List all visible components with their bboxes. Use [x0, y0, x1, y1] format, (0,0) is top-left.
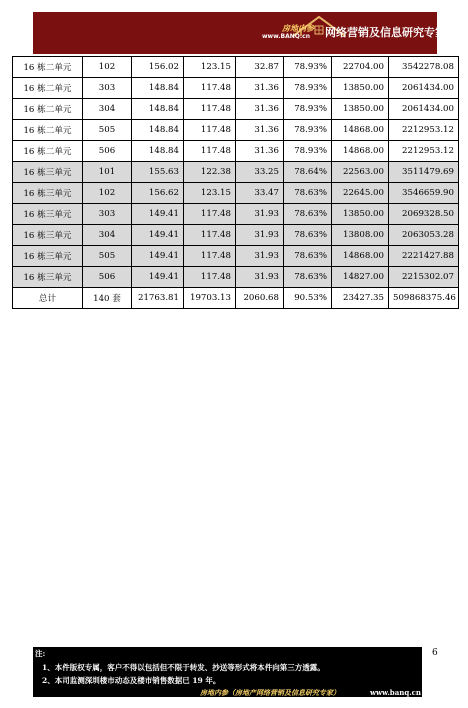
page-number: 6: [432, 648, 438, 658]
cell-unit: 505: [83, 246, 132, 267]
total-cell-label: 总计: [13, 288, 83, 309]
cell-building: 16 栋三单元: [13, 225, 83, 246]
cell-unit-price: 14868.00: [332, 141, 389, 162]
cell-ratio: 78.93%: [284, 78, 332, 99]
logo-url: www.BANQ.cn: [262, 33, 310, 40]
cell-building: 16 栋二单元: [13, 78, 83, 99]
cell-area-shared: 31.36: [236, 99, 284, 120]
cell-area-shared: 32.87: [236, 57, 284, 78]
cell-area-inner: 123.15: [184, 183, 236, 204]
cell-total-price: 3546659.90: [389, 183, 459, 204]
cell-ratio: 78.93%: [284, 141, 332, 162]
cell-ratio: 78.93%: [284, 120, 332, 141]
cell-area-shared: 31.93: [236, 246, 284, 267]
cell-total-price: 2221427.88: [389, 246, 459, 267]
cell-unit: 505: [83, 120, 132, 141]
cell-unit: 102: [83, 183, 132, 204]
cell-unit-price: 14868.00: [332, 246, 389, 267]
cell-unit: 304: [83, 99, 132, 120]
cell-building: 16 栋三单元: [13, 162, 83, 183]
total-cell-count: 140 套: [83, 288, 132, 309]
cell-total-price: 2212953.12: [389, 141, 459, 162]
cell-ratio: 78.93%: [284, 99, 332, 120]
table-row: [13, 57, 459, 78]
cell-total-price: 2212953.12: [389, 120, 459, 141]
footer-note-1: 1、本件版权专属，客户不得以包括但不限于转发、抄送等形式将本件向第三方透露。: [42, 663, 325, 672]
cell-building: 16 栋二单元: [13, 57, 83, 78]
cell-unit-price: 14868.00: [332, 120, 389, 141]
cell-area-total: 156.02: [132, 57, 184, 78]
cell-unit: 506: [83, 141, 132, 162]
cell-total-price: 3511479.69: [389, 162, 459, 183]
cell-building: 16 栋三单元: [13, 204, 83, 225]
cell-area-total: 148.84: [132, 99, 184, 120]
cell-total-price: 2061434.00: [389, 78, 459, 99]
cell-unit: 303: [83, 78, 132, 99]
cell-total-price: 2061434.00: [389, 99, 459, 120]
cell-ratio: 78.93%: [284, 57, 332, 78]
cell-unit: 101: [83, 162, 132, 183]
cell-ratio: 78.63%: [284, 267, 332, 288]
cell-area-shared: 33.25: [236, 162, 284, 183]
total-cell-total-price: 509868375.46: [389, 288, 459, 309]
cell-area-total: 148.84: [132, 141, 184, 162]
cell-unit-price: 22645.00: [332, 183, 389, 204]
cell-building: 16 栋二单元: [13, 99, 83, 120]
cell-area-total: 149.41: [132, 204, 184, 225]
cell-unit-price: 13850.00: [332, 99, 389, 120]
cell-ratio: 78.63%: [284, 204, 332, 225]
cell-unit: 506: [83, 267, 132, 288]
table-row: [13, 225, 459, 246]
total-cell-area-shared: 2060.68: [236, 288, 284, 309]
cell-ratio: 78.63%: [284, 246, 332, 267]
cell-unit: 102: [83, 57, 132, 78]
header-title: 网络营销及信息研究专家: [325, 26, 446, 39]
cell-unit-price: 22563.00: [332, 162, 389, 183]
cell-area-total: 155.63: [132, 162, 184, 183]
cell-area-total: 149.41: [132, 246, 184, 267]
table-row: [13, 183, 459, 204]
logo-brand: 房地内参: [282, 23, 314, 33]
cell-building: 16 栋三单元: [13, 246, 83, 267]
table-row: [13, 99, 459, 120]
cell-building: 16 栋三单元: [13, 183, 83, 204]
cell-ratio: 78.63%: [284, 183, 332, 204]
table-row: [13, 120, 459, 141]
table-row: [13, 267, 459, 288]
sales-table: [12, 56, 459, 309]
cell-unit-price: 14827.00: [332, 267, 389, 288]
cell-unit-price: 13808.00: [332, 225, 389, 246]
cell-area-inner: 117.48: [184, 99, 236, 120]
cell-building: 16 栋二单元: [13, 141, 83, 162]
cell-area-shared: 31.93: [236, 225, 284, 246]
total-cell-ratio: 90.53%: [284, 288, 332, 309]
cell-total-price: 2069328.50: [389, 204, 459, 225]
cell-area-shared: 31.36: [236, 78, 284, 99]
total-cell-area-total: 21763.81: [132, 288, 184, 309]
cell-total-price: 2215302.07: [389, 267, 459, 288]
table-row: [13, 246, 459, 267]
table-row: [13, 141, 459, 162]
cell-building: 16 栋二单元: [13, 120, 83, 141]
cell-area-shared: 33.47: [236, 183, 284, 204]
cell-area-inner: 117.48: [184, 225, 236, 246]
table-row: [13, 78, 459, 99]
cell-area-inner: 123.15: [184, 57, 236, 78]
cell-area-total: 149.41: [132, 225, 184, 246]
cell-total-price: 3542278.08: [389, 57, 459, 78]
cell-area-inner: 117.48: [184, 267, 236, 288]
total-cell-area-inner: 19703.13: [184, 288, 236, 309]
cell-unit-price: 22704.00: [332, 57, 389, 78]
cell-area-inner: 117.48: [184, 246, 236, 267]
cell-area-shared: 31.36: [236, 141, 284, 162]
table-row: [13, 204, 459, 225]
total-cell-unit-price: 23427.35: [332, 288, 389, 309]
total-row: [13, 288, 459, 309]
footer-url: www.banq.cn: [370, 688, 422, 697]
cell-area-total: 148.84: [132, 78, 184, 99]
cell-unit: 303: [83, 204, 132, 225]
cell-unit-price: 13850.00: [332, 204, 389, 225]
cell-unit: 304: [83, 225, 132, 246]
cell-building: 16 栋三单元: [13, 267, 83, 288]
cell-total-price: 2063053.28: [389, 225, 459, 246]
footer-brand: 房地内参（房地产网络营销及信息研究专家）: [200, 688, 340, 697]
cell-ratio: 78.63%: [284, 225, 332, 246]
cell-area-shared: 31.93: [236, 267, 284, 288]
cell-area-inner: 122.38: [184, 162, 236, 183]
footer-note-label: 注:: [35, 649, 46, 658]
cell-area-inner: 117.48: [184, 78, 236, 99]
table-row: [13, 162, 459, 183]
cell-area-inner: 117.48: [184, 120, 236, 141]
cell-unit-price: 13850.00: [332, 78, 389, 99]
cell-area-shared: 31.93: [236, 204, 284, 225]
cell-ratio: 78.64%: [284, 162, 332, 183]
cell-area-total: 148.84: [132, 120, 184, 141]
footer-note-2: 2、本司监测深圳楼市动态及楼市销售数据已 19 年。: [42, 676, 221, 685]
cell-area-shared: 31.36: [236, 120, 284, 141]
cell-area-total: 156.62: [132, 183, 184, 204]
cell-area-inner: 117.48: [184, 204, 236, 225]
cell-area-inner: 117.48: [184, 141, 236, 162]
cell-area-total: 149.41: [132, 267, 184, 288]
